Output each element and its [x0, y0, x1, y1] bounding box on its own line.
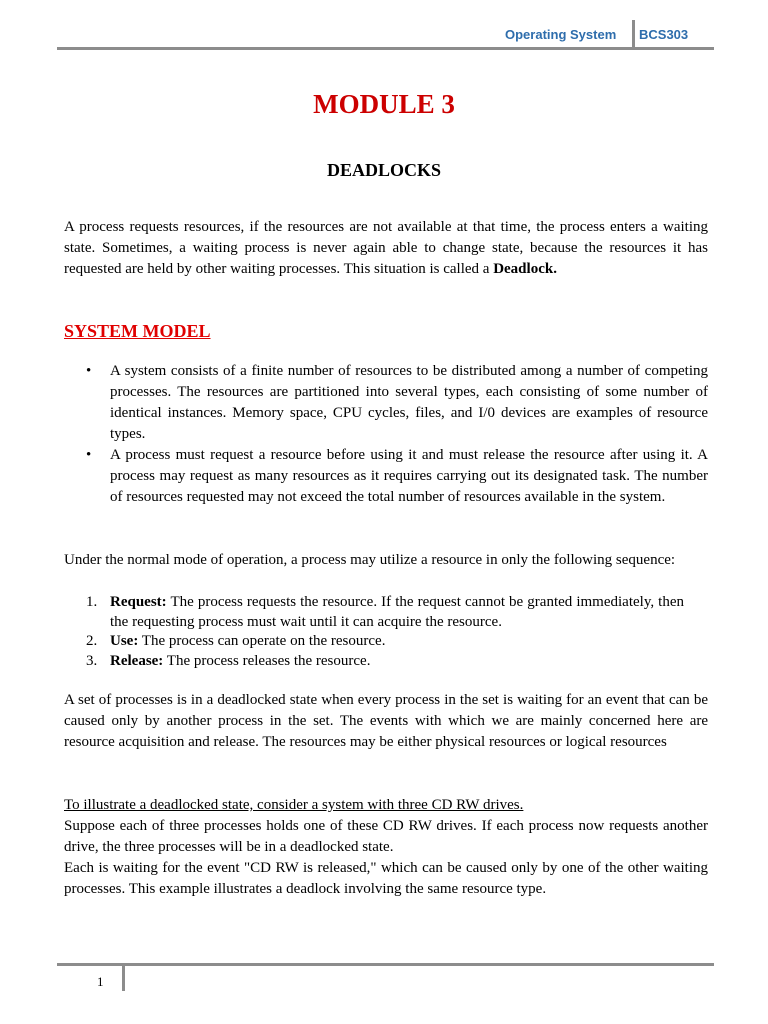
header-divider [632, 20, 635, 50]
step-number: 3. [86, 652, 98, 669]
bullet-icon: • [86, 363, 92, 379]
footer-divider [122, 963, 125, 991]
list-item [64, 632, 684, 652]
step-number: 2. [86, 633, 98, 649]
sequence-intro: Under the normal mode of operation, a process may utilize a resource in only the following sequence: [64, 552, 676, 568]
header-course-code: BCS303 [639, 27, 689, 42]
step-number: 1. [86, 594, 98, 610]
intro-paragraph [64, 217, 708, 280]
page-header [0, 0, 768, 52]
bullet-text: A process must request a resource before using it and must release the resource after using it. A process may request as many resources as it requires carrying out its designated task. The number of resources requested may not exceed the total number of resources available in the system. [110, 447, 708, 505]
chapter-title: DEADLOCKS [326, 160, 442, 180]
header-subject: Operating System [505, 27, 617, 42]
illustration-heading: To illustrate a deadlocked state, consider a system with three CD RW drives. [64, 797, 524, 813]
illustration-line: Suppose each of three processes holds one of these CD RW drives. If each process now requests another drive, the three processes will be in a deadlocked state. [64, 818, 708, 855]
intro-bold-term: Deadlock. [493, 261, 557, 277]
module-title: MODULE 3 [313, 89, 455, 119]
step-text: The process can operate on the resource. [138, 633, 386, 649]
step-label: Request: [110, 594, 167, 610]
page-number: 1 [97, 974, 104, 989]
deadlock-state-paragraph: A set of processes is in a deadlocked state when every process in the set is waiting for an event that can be caused only by another process in the set. The events with which we are mainly concerned here are resource acquisition and release. The resources may be either physical resources or logical resources [64, 692, 708, 750]
intro-text: A process requests resources, if the resources are not available at that time, the process enters a waiting state. Sometimes, a waiting process is never again able to change state, because the resources it has requested are held by other waiting processes. This situation is called a [64, 219, 708, 277]
step-text: The process releases the resource. [163, 652, 371, 669]
header-rule [57, 47, 714, 50]
illustration-line: Each is waiting for the event "CD RW is released," which can be caused only by one of the other waiting processes. This example illustrates a deadlock involving the same resource type. [64, 860, 708, 897]
list-item [64, 652, 684, 672]
step-text: The process requests the resource. If the request cannot be granted immediately, then the requesting process must wait until it can acquire the resource. [110, 594, 684, 630]
step-label: Use: [110, 633, 139, 649]
illustration-section [64, 795, 708, 900]
list-item [64, 445, 708, 508]
list-item [64, 593, 684, 632]
footer-rule [57, 963, 714, 966]
section-heading: SYSTEM MODEL [64, 321, 211, 341]
step-label: Release: [110, 652, 164, 669]
bullet-icon: • [86, 447, 92, 463]
list-item [64, 361, 708, 445]
steps-list [64, 593, 684, 671]
bullet-list [64, 361, 708, 508]
bullet-text: A system consists of a finite number of resources to be distributed among a number of competing processes. The resources are partitioned into several types, each consisting of some number of identical instances. Memory space, CPU cycles, files, and I/0 devices are examples of resource types. [110, 363, 708, 442]
